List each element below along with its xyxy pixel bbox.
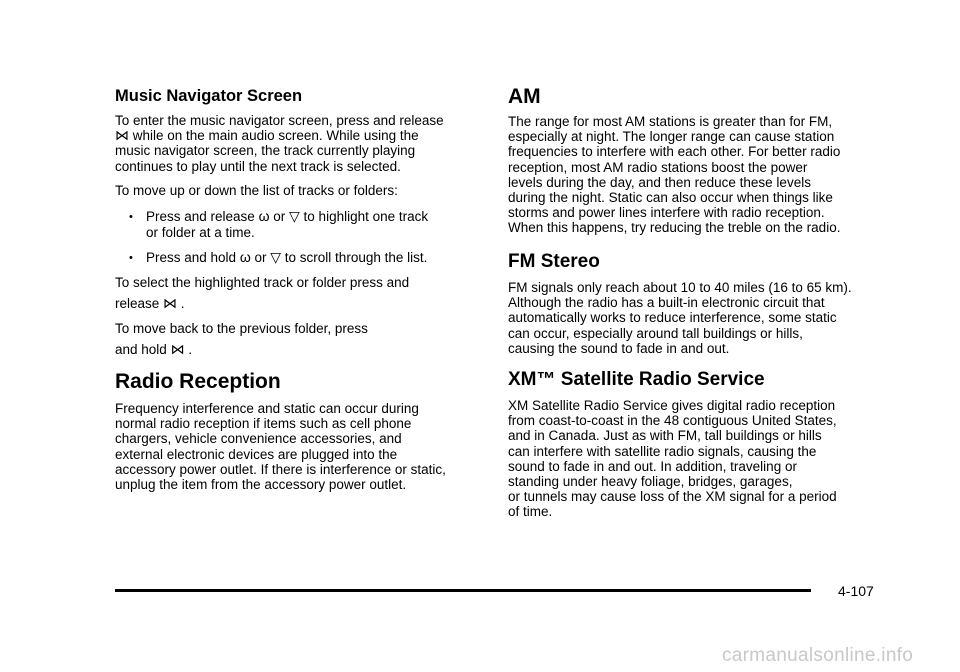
up-arrow-icon: ω [239, 249, 251, 265]
previous-folder-instruction [115, 321, 480, 357]
text-line: causing the sound to fade in and out. [508, 340, 730, 356]
text-line: from coast-to-coast in the 48 contiguous United States, [508, 413, 837, 429]
text-line: can interfere with satellite radio signals, causing the [508, 443, 817, 459]
text-line: Frequency interference and static can occur during [115, 401, 419, 416]
text-line: or tunnels may cause loss of the XM signal for a period [508, 489, 837, 505]
bullet-item-press-release: • Press and release ω or ▽ to highlight one track or folder at a time. [129, 208, 429, 240]
text-line: XM Satellite Radio Service gives digital radio reception [508, 398, 836, 413]
page-number: 4-107 [838, 583, 874, 599]
text-line: of time. [508, 504, 553, 520]
radio-reception-body [115, 401, 480, 492]
text-line: normal radio reception if items such as cell phone [115, 416, 412, 432]
am-body [508, 114, 876, 236]
up-arrow-icon: ω [258, 208, 270, 224]
fm-stereo-body [508, 280, 876, 356]
footer-rule [115, 589, 811, 592]
text-line: Although the radio has a built-in electronic circuit that [508, 295, 825, 311]
move-list-instruction: To move up or down the list of tracks or folders: [115, 183, 398, 198]
text-line: automatically works to reduce interference, some static [508, 310, 837, 326]
bullet-item-press-hold: • Press and hold ω or ▽ to scroll through the list. [129, 249, 428, 265]
fm-stereo-heading: FM Stereo [508, 251, 600, 272]
bullet-icon: • [129, 211, 133, 223]
music-navigator-intro [115, 113, 480, 174]
text-line: FM signals only reach about 10 to 40 miles (16 to 65 km). [508, 280, 852, 295]
text-line: and hold ⋈ . [115, 341, 193, 358]
text-line: music navigator screen, the track currently playing [115, 143, 416, 159]
down-arrow-icon: ▽ [270, 249, 282, 265]
select-icon: ⋈ [163, 295, 178, 312]
am-heading: AM [508, 85, 541, 108]
text-line: reception, most AM radio stations boost the power [508, 159, 808, 175]
text-line: continues to play until the next track is selected. [115, 158, 401, 174]
text-line: release ⋈ . [115, 295, 185, 312]
select-icon: ⋈ [170, 341, 185, 358]
text-line: unplug the item from the accessory power outlet. [115, 477, 407, 493]
text-line: can occur, especially around tall buildings or hills, [508, 325, 803, 341]
xm-satellite-body [508, 398, 876, 520]
text-line: during the night. Static can also occur when things like [508, 190, 833, 206]
text-line: accessory power outlet. If there is interference or static, [115, 461, 446, 477]
watermark: carmanualsonline.info [722, 645, 914, 666]
bullet-icon: • [129, 252, 133, 264]
down-arrow-icon: ▽ [289, 208, 300, 224]
text-line: The range for most AM stations is greater than for FM, [508, 114, 833, 129]
text-line: and in Canada. Just as with FM, tall buildings or hills [508, 428, 822, 444]
text-line: levels during the day, and then reduce these levels [508, 174, 811, 190]
text-line: When this happens, try reducing the treble on the radio. [508, 220, 841, 236]
select-track-instruction [115, 275, 480, 311]
text-line: ⋈ while on the main audio screen. While using the [115, 127, 419, 144]
xm-satellite-heading: XM™ Satellite Radio Service [508, 369, 765, 390]
text-line: storms and power lines interfere with radio reception. [508, 205, 825, 221]
select-icon: ⋈ [115, 127, 129, 144]
text-line: standing under heavy foliage, bridges, garages, [508, 474, 793, 490]
text-line: chargers, vehicle convenience accessories, and [115, 431, 402, 447]
text-line: sound to fade in and out. In addition, traveling or [508, 458, 797, 474]
text-line: frequencies to interfere with each other. For better radio [508, 144, 841, 160]
text-line: especially at night. The longer range can cause station [508, 129, 835, 145]
text-line: external electronic devices are plugged into the [115, 446, 398, 462]
music-navigator-heading: Music Navigator Screen [115, 87, 303, 105]
radio-reception-heading: Radio Reception [115, 370, 281, 393]
text-line: To enter the music navigator screen, press and release [115, 113, 444, 128]
text-line: To select the highlighted track or folder press and [115, 275, 410, 290]
text-line: To move back to the previous folder, press [115, 321, 368, 336]
